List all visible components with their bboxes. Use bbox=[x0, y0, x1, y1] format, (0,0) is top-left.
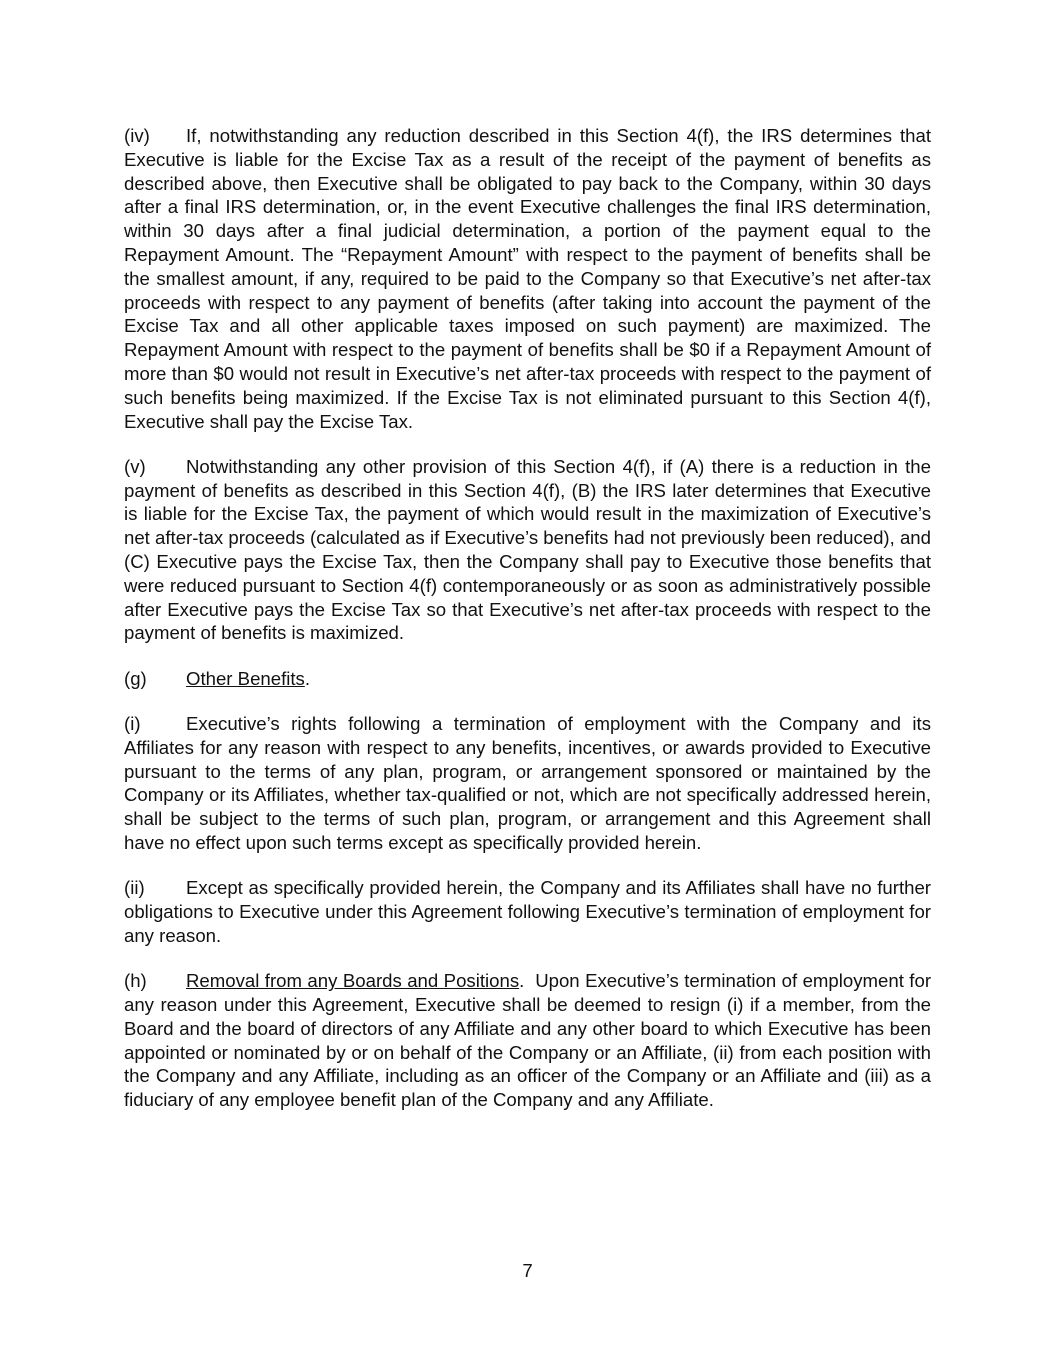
heading-punctuation: . bbox=[304, 667, 311, 689]
page-number: 7 bbox=[522, 1260, 533, 1281]
paragraph-i bbox=[124, 712, 931, 855]
paragraph-iv bbox=[124, 124, 931, 433]
paragraph-label: (v) bbox=[124, 455, 146, 477]
paragraph-text: Except as specifically provided herein, the Company and its Affiliates shall have no further obligations to Executive under this Agreement following Executive’s termination of employment for any reason. bbox=[124, 877, 931, 946]
paragraph-label: (iv) bbox=[124, 125, 150, 146]
paragraph-label: (i) bbox=[124, 713, 141, 735]
paragraph-text: Executive’s rights following a termination of employment with the Company and its Affiliates for any reason with respect to any benefits, incentives, or awards provided to Executive pursuant to the terms of any plan, program, or arrangement sponsored or maintained by the Company or its Affiliates, whether tax-qualified or not, which are not specifically addressed herein, shall be subject to the terms of such plan, program, or arrangement and this Agreement shall have no effect upon such terms except as specifically provided herein. bbox=[124, 713, 931, 854]
paragraph-label: (h) bbox=[124, 970, 147, 992]
paragraph-label: (ii) bbox=[124, 877, 145, 899]
heading-punctuation: . bbox=[519, 970, 536, 992]
section-h bbox=[124, 969, 937, 1112]
paragraph-text: Upon Executive’s termination of employment for any reason under this Agreement, Executive shall be deemed to resign (i) if a member, from the Board and the board of directors of any Affiliate and any other board to which Executive has been appointed or nominated by or on behalf of the Company or an Affiliate, (ii) from each position with the Company and any Affiliate, including as an officer of the Company or an Affiliate and (iii) as a fiduciary of any employee benefit plan of the Company and any Affiliate. bbox=[124, 970, 937, 1111]
paragraph-text: If, notwithstanding any reduction described in this Section 4(f), the IRS determines that Executive is liable for the Excise Tax as a result of the receipt of the payment of benefits as described above, then Executive shall be obligated to pay back to the Company, within 30 days after a final IRS determination, or, in the event Executive challenges the final IRS determination, within 30 days after a final judicial determination, a portion of the payment equal to the Repayment Amount. The “Repayment Amount” with respect to the payment of benefits shall be the smallest amount, if any, required to be paid to the Company so that Executive’s net after-tax proceeds with respect to any payment of benefits (after taking into account the payment of the Excise Tax and all other applicable taxes imposed on such payment) are maximized. The Repayment Amount with respect to the payment of benefits shall be $0 if a Repayment Amount of more than $0 would not result in Executive’s net after-tax proceeds with respect to the payment of such benefits being maximized. If the Excise Tax is not eliminated pursuant to this Section 4(f), Executive shall pay the Excise Tax. bbox=[124, 125, 931, 432]
section-heading: Removal from any Boards and Positions bbox=[186, 970, 520, 992]
section-heading: Other Benefits bbox=[186, 667, 305, 689]
paragraph-ii bbox=[124, 876, 931, 947]
section-g-heading bbox=[124, 667, 931, 691]
paragraph-label: (g) bbox=[124, 667, 147, 689]
document-page bbox=[124, 124, 937, 1133]
paragraph-text: Notwithstanding any other provision of this Section 4(f), if (A) there is a reduction in the payment of benefits as described in this Section 4(f), (B) the IRS later determines that Executive is liable for the Excise Tax, the payment of which would result in the maximization of Executive’s net after-tax proceeds (calculated as if Executive’s benefits had not previously been reduced), and (C) Executive pays the Excise Tax, then the Company shall pay to Executive those benefits that were reduced pursuant to Section 4(f) contemporaneously or as soon as administratively possible after Executive pays the Excise Tax so that Executive’s net after-tax proceeds with respect to the payment of benefits is maximized. bbox=[124, 455, 931, 644]
paragraph-v bbox=[124, 455, 931, 645]
